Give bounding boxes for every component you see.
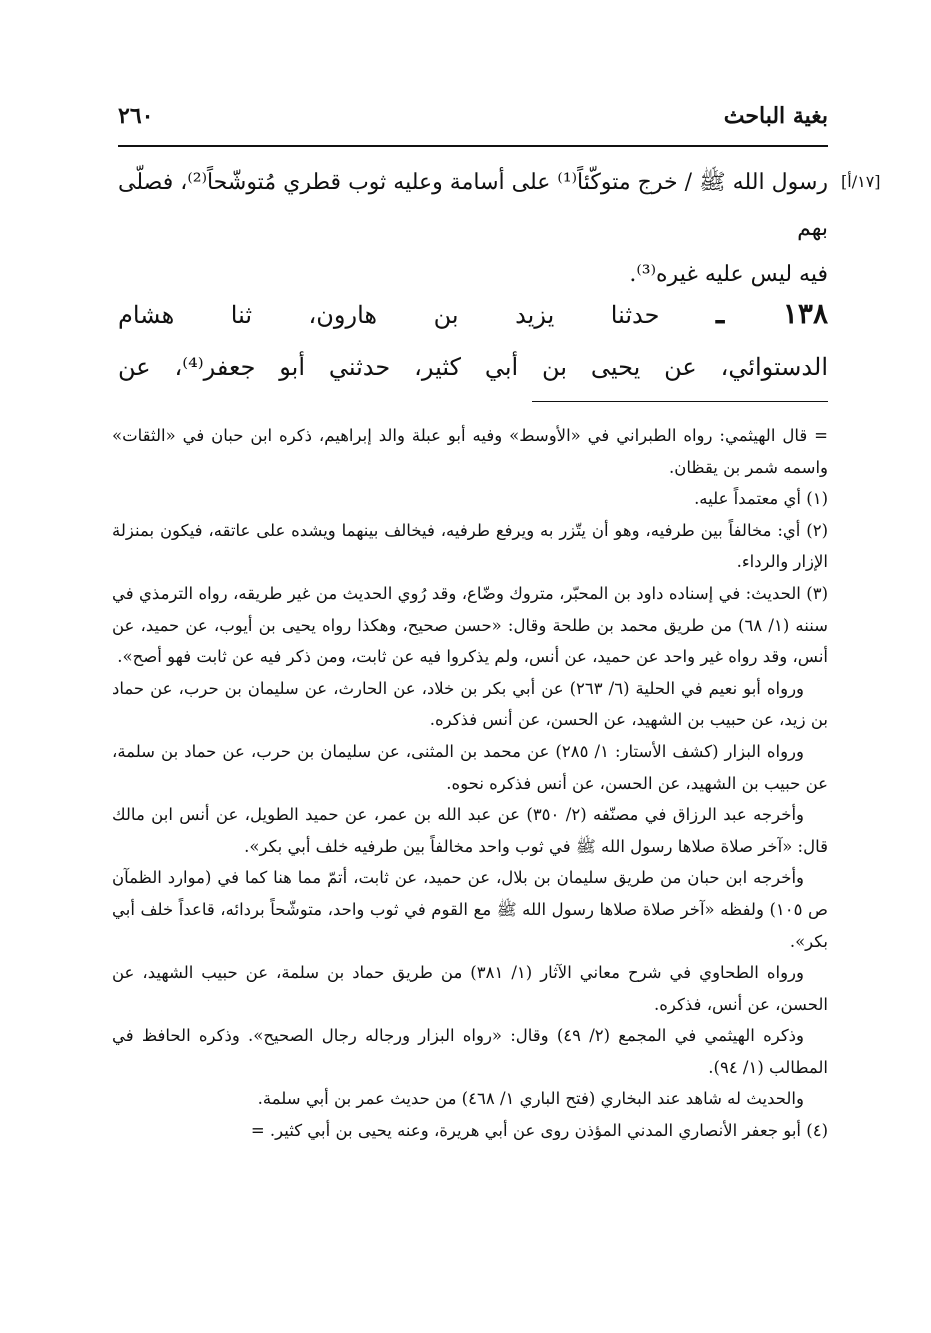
footnotes-divider <box>532 401 828 402</box>
footnote: وأخرجه ابن حبان من طريق سليمان بن بلال، عن حميد، عن ثابت، أتمّ مما هنا كما في (موارد الظمآن ص ١٠٥) ولفظه «آخر صلاة صلاها رسول الله ﷺ مع القوم في ثوب واحد، متوشّحاً بردائه، قاعداً خلف أبي بكر». <box>112 868 828 951</box>
footnote: والحديث له شاهد عند البخاري (فتح الباري ١/ ٤٦٨) من حديث عمر بن أبي سلمة. <box>257 1089 804 1109</box>
footnote: (١) أي معتمداً عليه. <box>694 489 828 509</box>
main-text <box>118 160 828 298</box>
page-header <box>118 96 828 136</box>
main-text-line: رسول الله ﷺ / خرج متوكّئاً⁽¹⁾ على أسامة وعليه ثوب قطري مُتوشّحاً⁽²⁾، فصلّى بهم <box>118 170 829 241</box>
hadith-138 <box>118 288 828 393</box>
manuscript-folio-marker: [١٧/أ] <box>841 172 881 191</box>
footnote: ورواه أبو نعيم في الحلية (٦/ ٢٦٣) عن أبي بكر بن خلاد، عن الحارث، عن سليمان بن حرب، عن حماد بن زيد، عن حبيب بن الشهيد، عن الحسن، عن أنس فذكره. <box>112 678 828 730</box>
hadith-number: ١٣٨ ـ <box>716 297 829 330</box>
footnote: ورواه الطحاوي في شرح معاني الآثار (١/ ٣٨١) من طريق حماد بن سلمة، عن حبيب الشهيد، عن الحسن، عن أنس، فذكره. <box>112 963 828 1014</box>
header-divider <box>118 145 828 147</box>
footnote: = قال الهيثمي: رواه الطبراني في «الأوسط» وفيه أبو عبلة والد إبراهيم، ذكره ابن حبان في «الثقات» واسمه شمر بن يقظان. <box>112 426 828 477</box>
main-text-line: فيه ليس عليه غيره⁽³⁾. <box>629 262 828 287</box>
footnotes <box>112 420 828 1147</box>
footnote: وذكره الهيثمي في المجمع (٢/ ٤٩) وقال: «رواه البزار ورجاله رجال الصحيح». وذكره الحافظ في المطالب (١/ ٩٤). <box>112 1026 828 1077</box>
footnote: (٤) أبو جعفر الأنصاري المدني المؤذن روى عن أبي هريرة، وعنه يحيى بن أبي كثير. = <box>250 1121 828 1141</box>
footnote: ورواه البزار (كشف الأستار: ١/ ٢٨٥) عن محمد بن المثنى، عن سليمان بن حرب، عن حماد بن سلمة، عن حبيب بن الشهيد، عن الحسن، عن أنس فذكره نحوه. <box>112 741 828 793</box>
footnote: (٢) أي: مخالفاً بين طرفيه، وهو أن يتّزر به ويرفع طرفيه، فيخالف بينهما ويشده على عاتقه، فيكون بمنزلة الإزار والرداء. <box>112 520 828 572</box>
book-title: بغية الباحث <box>723 103 828 129</box>
hadith-line <box>118 288 828 341</box>
hadith-text: حدثنا يزيد بن هارون، ثنا هشام <box>118 301 660 329</box>
footnote: وأخرجه عبد الرزاق في مصنّفه (٢/ ٣٥٠) عن عبد الله بن عمر، عن حميد الطويل، عن أنس ابن مالك قال: «آخر صلاة صلاها رسول الله ﷺ في ثوب واحد مخالفاً بين طرفيه خلف أبي بكر». <box>112 805 828 856</box>
page-number: ٢٦٠ <box>118 103 154 129</box>
hadith-line: الدستوائي، عن يحيى بن أبي كثير، حدثني أبو جعفر⁽⁴⁾، عن <box>118 353 828 381</box>
footnote: (٣) الحديث: في إسناده داود بن المحبّر، متروك وضّاع، وقد رُوي الحديث من غير طريقه، رواه الترمذي في سننه (١/ ٦٨) من طريق محمد بن طلحة وقال: «حسن صحيح، وهكذا رواه يحيى بن أيوب، عن حميد، عن أنس، وقد رواه غير واحد عن حميد، عن أنس، ولم يذكروا فيه عن ثابت، ومن ذكر فيه عن ثابت فهو أصح». <box>112 583 829 667</box>
